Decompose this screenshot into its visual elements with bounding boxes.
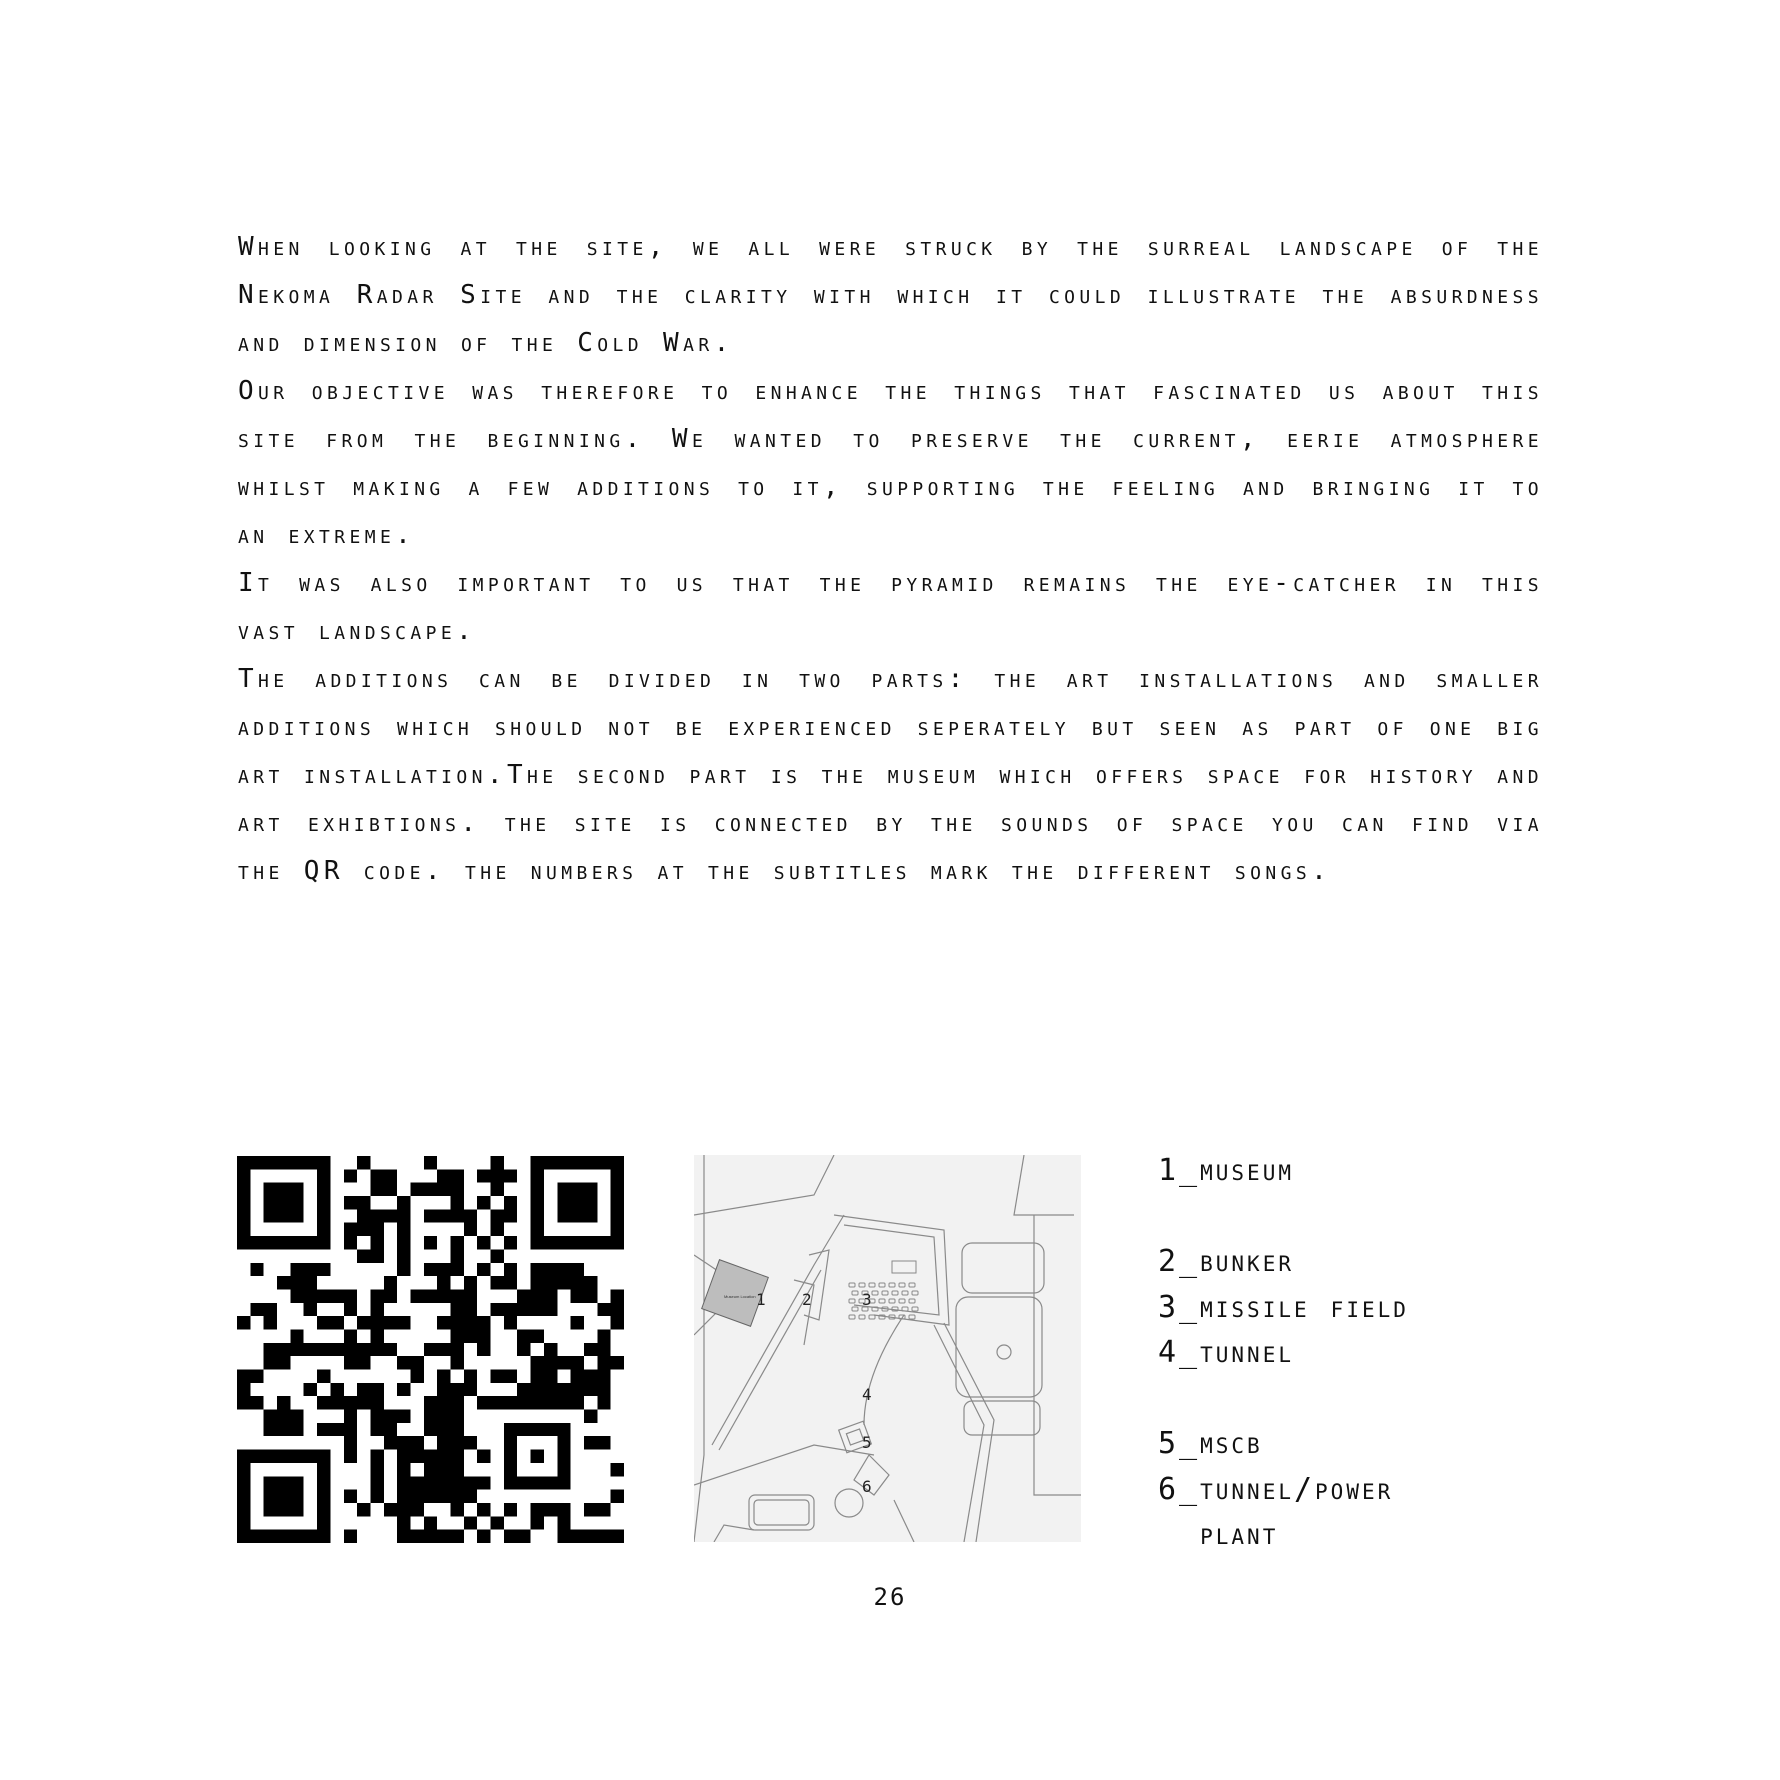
qr-modules — [237, 1156, 624, 1543]
paragraph-4: The additions can be divided in two parts: the art installations and smaller additions which should not be experienced seperately but seen as part of one big art installation.The second part is the museum which offers space for history and art exhibtions. the site is connected by the sounds of space you can find via the QR code. the numbers at the subtitles mark the different songs. — [238, 664, 1543, 886]
legend-item-tunnel: 4_tunnel — [1158, 1335, 1294, 1370]
legend-item-museum: 1_museum — [1158, 1153, 1294, 1188]
legend-item-bunker: 2_bunker — [1158, 1244, 1294, 1279]
paragraph-2: Our objective was therefore to enhance the things that fascinated us about this site from the beginning. We wanted to preserve the current, eerie atmosphere whilst making a few additions to it, supporting the feeling and bringing it to an extreme. — [238, 376, 1543, 550]
legend-item-plant: plant — [1158, 1517, 1279, 1552]
qr-code[interactable] — [237, 1156, 624, 1543]
map-number-4: 4 — [862, 1385, 872, 1404]
map-label-museum: Museum Location — [724, 1294, 756, 1299]
paragraph-3: It was also important to us that the pyramid remains the eye-catcher in this vast landscape. — [238, 568, 1543, 646]
map-number-5: 5 — [862, 1433, 872, 1452]
map-number-1: 1 — [756, 1290, 766, 1309]
legend-item-tunnel-power: 6_tunnel/power — [1158, 1471, 1394, 1507]
legend — [1158, 1148, 1409, 1558]
site-map — [694, 1155, 1081, 1542]
paragraph-1: When looking at the site, we all were struck by the surreal landscape of the Nekoma Radar Site and the clarity with which it could illustrate the absurdness and dimension of the Cold War. — [238, 232, 1543, 358]
legend-spacer — [1158, 1376, 1409, 1422]
body-text — [238, 223, 1543, 895]
legend-item-mscb: 5_mscb — [1158, 1426, 1263, 1461]
legend-item-missile-field: 3_missile field — [1158, 1289, 1409, 1325]
map-number-3: 3 — [862, 1290, 872, 1309]
map-number-2: 2 — [802, 1290, 812, 1309]
page-number: 26 — [873, 1583, 907, 1611]
legend-spacer — [1158, 1194, 1409, 1240]
map-number-6: 6 — [862, 1477, 872, 1496]
